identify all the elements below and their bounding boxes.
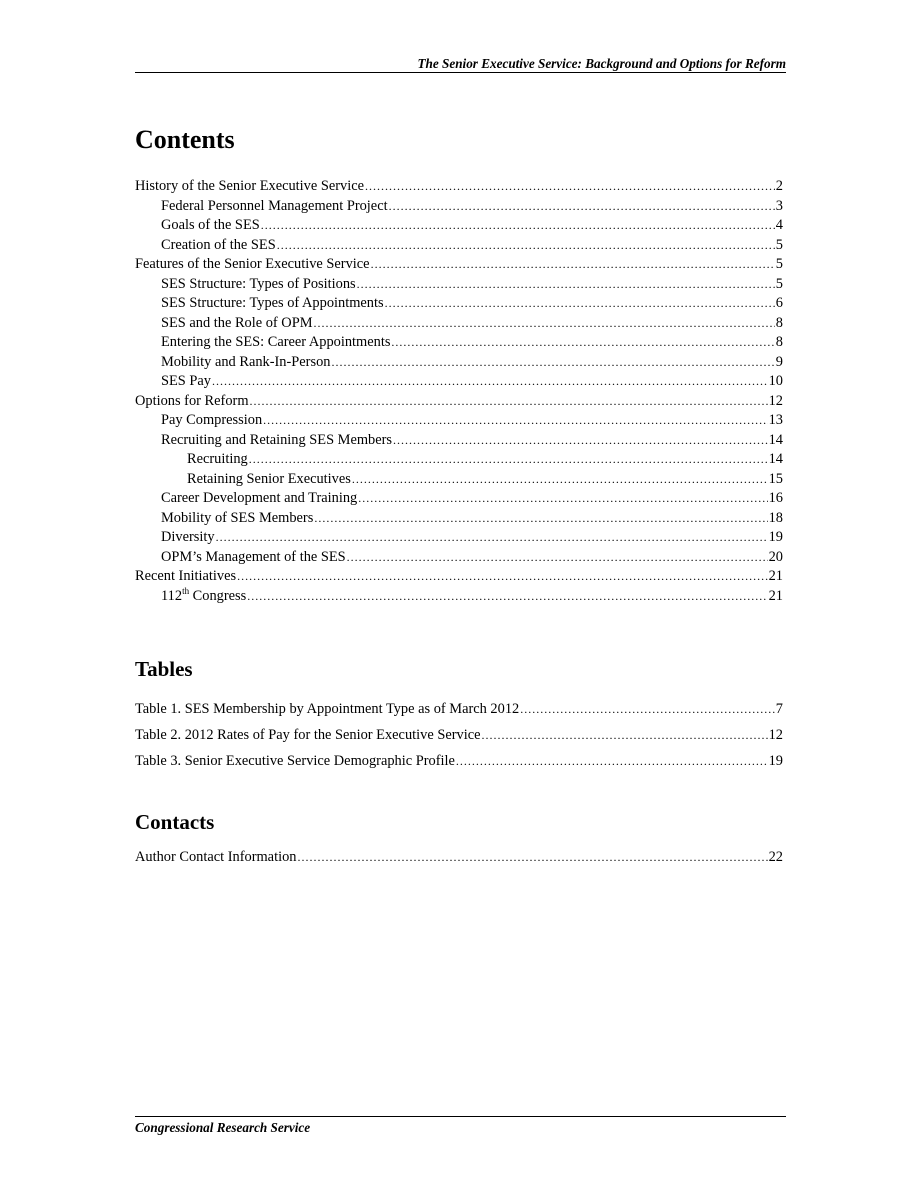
toc-entry[interactable] xyxy=(135,848,783,868)
toc-entry[interactable] xyxy=(135,275,783,295)
contents-heading: Contents xyxy=(135,125,235,154)
toc-entry[interactable] xyxy=(135,748,783,774)
toc-entry-title-text: SES Pay xyxy=(161,373,211,389)
toc-entry-title xyxy=(161,353,330,373)
toc-entry-title-text: Creation of the SES xyxy=(161,236,276,253)
tables-list xyxy=(135,696,783,774)
toc-entry-title xyxy=(161,275,356,295)
dot-leader xyxy=(389,197,775,217)
toc-entry[interactable] xyxy=(135,392,783,412)
toc-entry-page-number: 8 xyxy=(775,334,783,350)
toc-entry-page-number: 12 xyxy=(768,392,783,409)
dot-leader xyxy=(520,696,775,722)
dot-leader xyxy=(314,314,775,334)
dot-leader xyxy=(216,528,768,548)
toc-entry-title xyxy=(161,489,357,509)
toc-entry-title-text: Entering the SES: Career Appointments xyxy=(161,334,391,350)
toc-entry-title-suffix: Congress xyxy=(189,587,247,604)
toc-entry-page-number: 5 xyxy=(775,275,783,292)
toc-entry-title-text: Career Development and Training xyxy=(161,490,358,506)
toc-entry-title xyxy=(161,333,390,353)
toc-entry-page-number: 19 xyxy=(768,753,783,769)
dot-leader xyxy=(393,431,768,451)
toc-entry-title xyxy=(135,392,249,412)
running-footer: Congressional Research Service xyxy=(135,1120,311,1135)
toc-entry[interactable] xyxy=(135,197,783,217)
toc-entry-title-text: Federal Personnel Management Project xyxy=(161,197,388,214)
toc-entry-title-text: Recruiting and Retaining SES Members xyxy=(161,431,393,448)
toc-entry-title-text: History of the Senior Executive Service xyxy=(135,178,364,194)
toc-entry-title xyxy=(135,255,370,275)
dot-leader xyxy=(365,177,775,197)
toc-entry-title-text: Table 3. Senior Executive Service Demographic Profile xyxy=(135,753,455,769)
toc-entry[interactable] xyxy=(135,450,783,470)
toc-entry-title xyxy=(161,431,392,451)
toc-entry-page-number: 7 xyxy=(775,701,783,717)
dot-leader xyxy=(249,450,768,470)
dot-leader xyxy=(371,255,775,275)
toc-entry-title-text: Mobility and Rank-In-Person xyxy=(161,353,331,370)
toc-entry-title xyxy=(161,216,260,236)
toc-entry-title-text: Options for Reform xyxy=(135,392,249,409)
toc-entry-page-number: 14 xyxy=(768,431,783,448)
toc-entry-title xyxy=(161,548,346,568)
toc-entry-page-number: 22 xyxy=(768,849,783,865)
toc-entry-title-text: Retaining Senior Executives xyxy=(187,470,351,487)
toc-entry-page-number: 15 xyxy=(768,470,783,487)
toc-entry-page-number: 13 xyxy=(768,412,783,428)
contacts-heading: Contacts xyxy=(135,810,215,834)
dot-leader xyxy=(261,216,775,236)
dot-leader xyxy=(237,567,768,587)
dot-leader xyxy=(212,372,768,392)
toc-entry-title xyxy=(135,177,364,197)
toc-entry[interactable] xyxy=(135,353,783,373)
dot-leader xyxy=(347,548,768,568)
toc-entry-title xyxy=(161,372,211,392)
contents-list xyxy=(135,177,783,606)
toc-entry-title-text: Recruiting xyxy=(187,451,248,467)
toc-entry-title-text: OPM’s Management of the SES xyxy=(161,548,346,565)
toc-entry-page-number: 16 xyxy=(768,490,783,506)
running-header: The Senior Executive Service: Background and Options for Reform xyxy=(417,56,786,71)
toc-entry[interactable] xyxy=(135,333,783,353)
toc-entry[interactable] xyxy=(135,489,783,509)
toc-entry-title xyxy=(161,294,384,314)
toc-entry-title-text: SES Structure: Types of Positions xyxy=(161,275,356,292)
toc-entry-title xyxy=(161,509,313,529)
toc-entry-page-number: 4 xyxy=(775,217,783,233)
dot-leader xyxy=(314,509,767,529)
toc-entry-title xyxy=(135,567,236,587)
toc-entry-page-number: 21 xyxy=(768,568,783,584)
toc-entry[interactable] xyxy=(135,294,783,314)
dot-leader xyxy=(331,353,774,373)
toc-entry-title-text: Diversity xyxy=(161,529,215,545)
dot-leader xyxy=(247,587,767,607)
dot-leader xyxy=(263,411,767,431)
toc-entry-title xyxy=(161,587,246,607)
dot-leader xyxy=(250,392,768,412)
toc-entry-title-text: Author Contact Information xyxy=(135,849,297,865)
dot-leader xyxy=(456,748,768,774)
toc-entry[interactable] xyxy=(135,548,783,568)
dot-leader xyxy=(358,489,767,509)
header-divider xyxy=(135,72,786,73)
toc-entry-page-number: 19 xyxy=(768,529,783,545)
toc-entry[interactable] xyxy=(135,372,783,392)
dot-leader xyxy=(277,236,775,256)
toc-entry[interactable] xyxy=(135,587,783,607)
toc-entry[interactable] xyxy=(135,236,783,256)
toc-entry-title xyxy=(135,848,296,868)
toc-entry-title-text: Table 2. 2012 Rates of Pay for the Senior Executive Service xyxy=(135,727,481,743)
toc-entry-page-number: 5 xyxy=(775,236,783,253)
toc-entry-title-text: Features of the Senior Executive Service xyxy=(135,256,370,272)
toc-entry[interactable] xyxy=(135,431,783,451)
toc-entry-title-text: Goals of the SES xyxy=(161,217,260,233)
toc-entry-title xyxy=(161,528,215,548)
toc-entry-title xyxy=(161,314,313,334)
toc-entry[interactable] xyxy=(135,696,783,722)
toc-entry-page-number: 2 xyxy=(775,178,783,194)
toc-entry-page-number: 9 xyxy=(775,353,783,370)
toc-entry-page-number: 21 xyxy=(768,587,783,604)
toc-entry[interactable] xyxy=(135,722,783,748)
toc-entry-title xyxy=(135,748,455,774)
toc-entry-page-number: 20 xyxy=(768,548,783,565)
tables-heading: Tables xyxy=(135,657,193,681)
toc-entry-page-number: 3 xyxy=(775,197,783,214)
toc-entry-superscript: th xyxy=(182,585,190,596)
dot-leader xyxy=(357,275,775,295)
toc-entry-title-text: Table 1. SES Membership by Appointment Type as of March 2012 xyxy=(135,701,520,717)
dot-leader xyxy=(385,294,775,314)
toc-entry-page-number: 5 xyxy=(775,256,783,272)
toc-entry-title xyxy=(187,450,248,470)
toc-entry[interactable] xyxy=(135,255,783,275)
toc-entry-title xyxy=(135,696,519,722)
toc-entry-title xyxy=(161,197,388,217)
toc-entry-title-text: Pay Compression xyxy=(161,412,263,428)
toc-entry-page-number: 14 xyxy=(768,451,783,467)
toc-entry-title xyxy=(135,722,480,748)
toc-entry[interactable] xyxy=(135,509,783,529)
toc-entry-title xyxy=(161,236,276,256)
toc-entry[interactable] xyxy=(135,411,783,431)
toc-entry[interactable] xyxy=(135,528,783,548)
toc-entry-page-number: 12 xyxy=(768,727,783,743)
toc-entry-page-number: 10 xyxy=(768,373,783,389)
toc-entry-page-number: 8 xyxy=(775,314,783,331)
toc-entry-title-text: SES and the Role of OPM xyxy=(161,314,313,331)
toc-entry-title-text: Recent Initiatives xyxy=(135,568,237,584)
toc-entry[interactable] xyxy=(135,470,783,490)
toc-entry-title xyxy=(161,411,262,431)
dot-leader xyxy=(352,470,768,490)
contacts-list xyxy=(135,848,783,868)
toc-entry-page-number: 6 xyxy=(775,295,783,311)
toc-entry-title-text: Mobility of SES Members xyxy=(161,509,314,526)
dot-leader xyxy=(391,333,774,353)
dot-leader xyxy=(297,848,767,868)
toc-entry[interactable] xyxy=(135,567,783,587)
footer-divider xyxy=(135,1116,786,1117)
toc-entry-title xyxy=(187,470,351,490)
toc-entry[interactable] xyxy=(135,314,783,334)
toc-entry-title-text: 112 xyxy=(161,587,183,604)
toc-entry[interactable] xyxy=(135,177,783,197)
dot-leader xyxy=(481,722,767,748)
toc-entry-title-text: SES Structure: Types of Appointments xyxy=(161,295,384,311)
toc-entry-page-number: 18 xyxy=(768,509,783,526)
toc-entry[interactable] xyxy=(135,216,783,236)
